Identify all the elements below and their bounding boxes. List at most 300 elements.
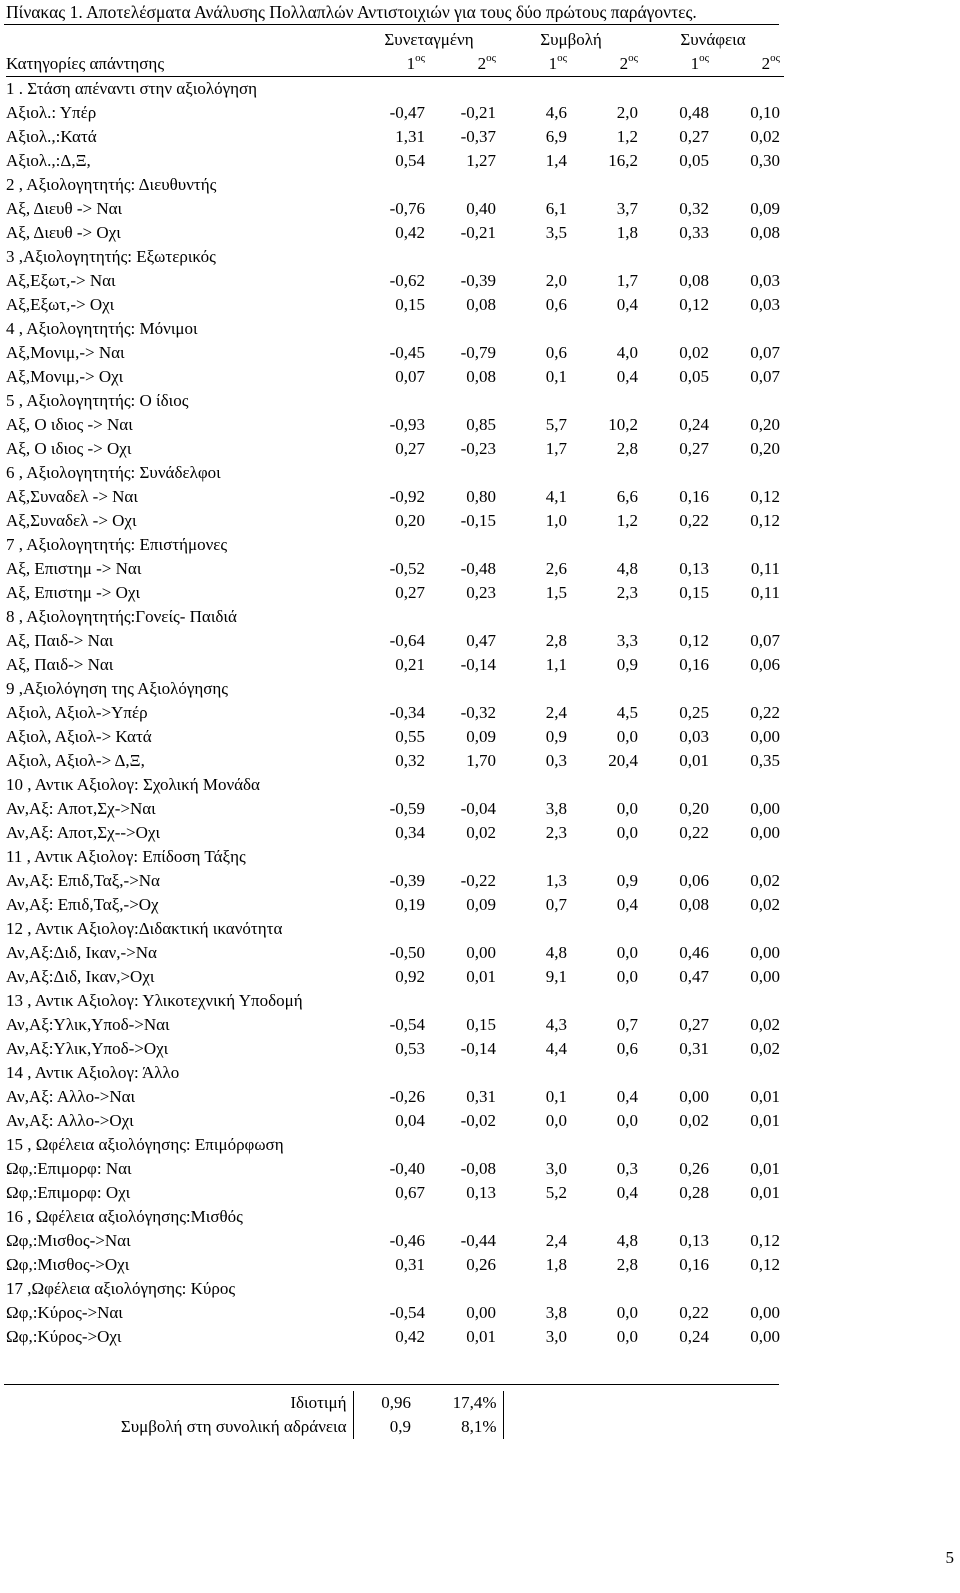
- table-cell: 0,01: [466, 967, 496, 986]
- table-cell: -0,64: [389, 631, 425, 650]
- category-label: Αξ, Ο ιδιος -> Ναι: [6, 415, 133, 434]
- table-cell: 0,02: [750, 1015, 780, 1034]
- table-cell: 3,0: [545, 1159, 567, 1178]
- table-cell: 0,01: [750, 1159, 780, 1178]
- summary-row: [6, 1415, 503, 1439]
- table-cell: 0,02: [750, 127, 780, 146]
- table-cell: 2,6: [545, 559, 567, 578]
- category-label: Ωφ,:Μισθος->Οχι: [6, 1255, 130, 1274]
- category-label: Αξ, Επιστημ -> Οχι: [6, 583, 141, 602]
- section-label: 14 , Αντικ Αξιολογ: Άλλο: [6, 1063, 180, 1082]
- section-row: [6, 1277, 784, 1301]
- table-cell: 0,01: [750, 1111, 780, 1130]
- table-cell: 0,01: [466, 1327, 496, 1346]
- category-label: Αν,Αξ:Υλικ,Υποδ->Οχι: [6, 1039, 169, 1058]
- table-cell: 0,3: [616, 1159, 638, 1178]
- table-row: [6, 101, 784, 125]
- table-cell: 0,0: [545, 1111, 567, 1130]
- table-row: [6, 1301, 784, 1325]
- table-cell: 0,09: [466, 895, 496, 914]
- table-cell: 0,00: [750, 727, 780, 746]
- table-row: [6, 629, 784, 653]
- table-cell: -0,50: [389, 943, 425, 962]
- table-cell: 1,31: [395, 127, 425, 146]
- table-cell: 0,0: [616, 943, 638, 962]
- table-cell: -0,22: [460, 871, 496, 890]
- section-label: 8 , Αξιολογητητής:Γονείς- Παιδιά: [6, 607, 237, 626]
- table-cell: 0,6: [545, 295, 567, 314]
- table-cell: 0,06: [750, 655, 780, 674]
- table-cell: 0,47: [466, 631, 496, 650]
- table-cell: 0,12: [679, 631, 709, 650]
- table-cell: 0,85: [466, 415, 496, 434]
- table-cell: 6,6: [616, 487, 638, 506]
- table-cell: 4,3: [545, 1015, 567, 1034]
- table-cell: 0,07: [750, 631, 780, 650]
- table-cell: -0,45: [389, 343, 425, 362]
- table-row: [6, 413, 784, 437]
- section-row: [6, 317, 784, 341]
- table-cell: -0,15: [460, 511, 496, 530]
- table-cell: 0,27: [395, 583, 425, 602]
- table-row: [6, 653, 784, 677]
- table-cell: -0,26: [389, 1087, 425, 1106]
- table-cell: 4,0: [616, 343, 638, 362]
- category-label: Ωφ,:Κύρος->Οχι: [6, 1327, 122, 1346]
- section-row: [6, 1205, 784, 1229]
- table-row: [6, 893, 784, 917]
- summary-label: Συμβολή στη συνολική αδράνεια: [6, 1415, 353, 1439]
- table-row: [6, 701, 784, 725]
- table-cell: 0,00: [750, 943, 780, 962]
- table-cell: 0,11: [750, 583, 780, 602]
- table-cell: 0,02: [750, 895, 780, 914]
- table-cell: -0,14: [460, 655, 496, 674]
- table-cell: 5,7: [545, 415, 567, 434]
- category-label: Αξ, Ο ιδιος -> Οχι: [6, 439, 132, 458]
- table-cell: 0,08: [466, 367, 496, 386]
- section-label: 6 , Αξιολογητητής: Συνάδελφοι: [6, 463, 221, 482]
- table-cell: 0,31: [466, 1087, 496, 1106]
- table-cell: 2,0: [545, 271, 567, 290]
- category-label: Αν,Αξ: Αποτ,Σχ-->Οχι: [6, 823, 161, 842]
- table-cell: 0,04: [395, 1111, 425, 1130]
- table-cell: 0,01: [679, 751, 709, 770]
- table-cell: 0,15: [466, 1015, 496, 1034]
- table-cell: 0,46: [679, 943, 709, 962]
- table-cell: 0,10: [750, 103, 780, 122]
- table-cell: -0,93: [389, 415, 425, 434]
- table-cell: 0,7: [545, 895, 567, 914]
- table-cell: 0,24: [679, 1327, 709, 1346]
- table-cell: 0,92: [395, 967, 425, 986]
- table-row: [6, 581, 784, 605]
- table-cell: 1,4: [545, 151, 567, 170]
- table-cell: 0,34: [395, 823, 425, 842]
- table-cell: 0,08: [679, 895, 709, 914]
- table-cell: 0,27: [679, 1015, 709, 1034]
- table-cell: 0,28: [679, 1183, 709, 1202]
- table-row: [6, 941, 784, 965]
- summary-value: 0,9: [389, 1417, 411, 1436]
- table-cell: 2,0: [616, 103, 638, 122]
- section-row: [6, 1133, 784, 1157]
- table-cell: 0,13: [679, 559, 709, 578]
- table-cell: 0,13: [466, 1183, 496, 1202]
- table-cell: 4,8: [616, 559, 638, 578]
- table-cell: -0,34: [389, 703, 425, 722]
- table-row: [6, 221, 784, 245]
- table-cell: 0,26: [466, 1255, 496, 1274]
- table-cell: 2,4: [545, 1231, 567, 1250]
- table-row: [6, 149, 784, 173]
- table-cell: 0,35: [750, 751, 780, 770]
- table-row: [6, 437, 784, 461]
- table-row: [6, 797, 784, 821]
- table-row: [6, 365, 784, 389]
- table-cell: -0,76: [389, 199, 425, 218]
- table-cell: 0,22: [679, 1303, 709, 1322]
- table-cell: 0,07: [395, 367, 425, 386]
- table-cell: 0,31: [395, 1255, 425, 1274]
- table-row: [6, 1229, 784, 1253]
- table-cell: 1,70: [466, 751, 496, 770]
- factor-header: $1^{o\varsigma}$: [642, 52, 713, 77]
- table-cell: 0,00: [466, 1303, 496, 1322]
- category-label: Αξ, Παιδ-> Ναι: [6, 631, 114, 650]
- table-cell: 1,3: [545, 871, 567, 890]
- row-label-header: Κατηγορίες απάντησης: [6, 52, 358, 77]
- category-label: Αν,Αξ:Υλικ,Υποδ->Ναι: [6, 1015, 170, 1034]
- category-label: Αν,Αξ:Διδ, Ικαν,>Οχι: [6, 967, 155, 986]
- table-cell: -0,39: [389, 871, 425, 890]
- table-cell: 0,40: [466, 199, 496, 218]
- table-cell: 0,9: [545, 727, 567, 746]
- section-label: 13 , Αντικ Αξιολογ: Υλικοτεχνική Υποδομή: [6, 991, 303, 1010]
- category-label: Αξιολ.,:Κατά: [6, 127, 97, 146]
- table-cell: 3,8: [545, 799, 567, 818]
- category-label: Ωφ,:Επιμορφ: Οχι: [6, 1183, 131, 1202]
- table-row: [6, 197, 784, 221]
- table-cell: 0,55: [395, 727, 425, 746]
- category-label: Αξιολ.,:Δ,Ξ,: [6, 151, 91, 170]
- table-cell: 0,20: [395, 511, 425, 530]
- table-cell: 0,00: [466, 943, 496, 962]
- table-cell: 1,2: [616, 511, 638, 530]
- table-cell: 4,8: [616, 1231, 638, 1250]
- table-cell: 0,07: [750, 367, 780, 386]
- section-label: 5 , Αξιολογητητής: Ο ίδιος: [6, 391, 189, 410]
- table-cell: 5,2: [545, 1183, 567, 1202]
- table-cell: 0,12: [750, 487, 780, 506]
- table-cell: 0,00: [750, 823, 780, 842]
- table-cell: 0,0: [616, 1303, 638, 1322]
- table-cell: 0,07: [750, 343, 780, 362]
- table-cell: 4,8: [545, 943, 567, 962]
- section-row: [6, 677, 784, 701]
- section-row: [6, 773, 784, 797]
- table-cell: 0,42: [395, 223, 425, 242]
- table-cell: 0,21: [395, 655, 425, 674]
- table-cell: 0,00: [750, 1327, 780, 1346]
- table-cell: -0,47: [389, 103, 425, 122]
- table-cell: 0,54: [395, 151, 425, 170]
- category-label: Αν,Αξ:Διδ, Ικαν,->Να: [6, 943, 157, 962]
- section-label: 12 , Αντικ Αξιολογ:Διδακτική ικανότητα: [6, 919, 283, 938]
- table-caption: Πίνακας 1. Αποτελέσματα Ανάλυσης Πολλαπλών Αντιστοιχιών για τους δύο πρώτους παράγοντες.: [6, 2, 697, 22]
- table-cell: 4,5: [616, 703, 638, 722]
- category-label: Αξ,Εξωτ,-> Οχι: [6, 295, 115, 314]
- table-cell: 0,08: [679, 271, 709, 290]
- table-cell: 0,16: [679, 655, 709, 674]
- section-row: [6, 77, 784, 102]
- table-cell: 0,02: [750, 1039, 780, 1058]
- table-cell: 0,20: [679, 799, 709, 818]
- table-cell: 0,9: [616, 871, 638, 890]
- category-label: Αξ, Διευθ -> Ναι: [6, 199, 123, 218]
- table-cell: -0,46: [389, 1231, 425, 1250]
- table-cell: 2,3: [616, 583, 638, 602]
- category-label: Αξ,Εξωτ,-> Ναι: [6, 271, 116, 290]
- table-cell: 0,27: [679, 439, 709, 458]
- table-cell: 4,4: [545, 1039, 567, 1058]
- section-label: 1 . Στάση απέναντι στην αξιολόγηση: [6, 79, 258, 98]
- factor-header-row: [6, 52, 784, 77]
- results-table: [6, 28, 784, 1349]
- table-cell: 0,02: [679, 1111, 709, 1130]
- table-row: [6, 1253, 784, 1277]
- table-body: [6, 77, 784, 1350]
- table-cell: 0,32: [395, 751, 425, 770]
- category-label: Αξ,Συναδελ -> Οχι: [6, 511, 137, 530]
- table-cell: 0,25: [679, 703, 709, 722]
- category-label: Αν,Αξ: Αλλο->Οχι: [6, 1111, 134, 1130]
- table-cell: 3,3: [616, 631, 638, 650]
- category-label: Ωφ,:Μισθος->Ναι: [6, 1231, 131, 1250]
- table-cell: 0,16: [679, 1255, 709, 1274]
- table-cell: 3,5: [545, 223, 567, 242]
- table-cell: 0,01: [750, 1087, 780, 1106]
- table-cell: 0,67: [395, 1183, 425, 1202]
- group-header-contribution: Συμβολή: [540, 30, 602, 49]
- table-cell: 0,12: [679, 295, 709, 314]
- table-cell: 16,2: [608, 151, 638, 170]
- table-row: [6, 269, 784, 293]
- section-row: [6, 461, 784, 485]
- column-group-header-row: [6, 28, 784, 52]
- table-cell: 0,12: [750, 1231, 780, 1250]
- category-label: Ωφ,:Επιμορφ: Ναι: [6, 1159, 132, 1178]
- table-cell: 0,48: [679, 103, 709, 122]
- section-row: [6, 533, 784, 557]
- table-end-rule: [4, 1384, 779, 1385]
- table-row: [6, 1013, 784, 1037]
- table-cell: 1,7: [545, 439, 567, 458]
- table-cell: 0,1: [545, 1087, 567, 1106]
- category-label: Αξ, Επιστημ -> Ναι: [6, 559, 142, 578]
- category-label: Αξ, Διευθ -> Οχι: [6, 223, 121, 242]
- table-cell: -0,44: [460, 1231, 496, 1250]
- table-cell: 0,0: [616, 1111, 638, 1130]
- category-label: Αξιολ.: Υπέρ: [6, 103, 97, 122]
- table-row: [6, 1085, 784, 1109]
- table-cell: 0,53: [395, 1039, 425, 1058]
- table-row: [6, 557, 784, 581]
- table-cell: 0,01: [750, 1183, 780, 1202]
- table-cell: 2,8: [616, 439, 638, 458]
- table-cell: 0,4: [616, 895, 638, 914]
- table-row: [6, 485, 784, 509]
- table-cell: 0,08: [466, 295, 496, 314]
- table-cell: 1,8: [545, 1255, 567, 1274]
- table-cell: 0,11: [750, 559, 780, 578]
- table-cell: 0,13: [679, 1231, 709, 1250]
- table-cell: -0,48: [460, 559, 496, 578]
- table-cell: 0,20: [750, 415, 780, 434]
- summary-row: [6, 1391, 503, 1415]
- table-cell: 0,02: [750, 871, 780, 890]
- table-row: [6, 293, 784, 317]
- table-cell: -0,14: [460, 1039, 496, 1058]
- table-cell: 0,7: [616, 1015, 638, 1034]
- table-cell: -0,04: [460, 799, 496, 818]
- table-cell: 4,1: [545, 487, 567, 506]
- table-cell: -0,32: [460, 703, 496, 722]
- table-cell: 0,4: [616, 367, 638, 386]
- table-cell: 0,05: [679, 367, 709, 386]
- section-label: 4 , Αξιολογητητής: Μόνιμοι: [6, 319, 198, 338]
- section-label: 15 , Ωφέλεια αξιολόγησης: Επιμόρφωση: [6, 1135, 284, 1154]
- table-row: [6, 341, 784, 365]
- table-cell: 9,1: [545, 967, 567, 986]
- table-cell: 0,15: [395, 295, 425, 314]
- table-cell: 0,06: [679, 871, 709, 890]
- table-cell: 0,26: [679, 1159, 709, 1178]
- table-cell: -0,52: [389, 559, 425, 578]
- category-label: Αν,Αξ: Επιδ,Ταξ,->Να: [6, 871, 160, 890]
- table-cell: -0,62: [389, 271, 425, 290]
- table-cell: 0,24: [679, 415, 709, 434]
- table-cell: 0,16: [679, 487, 709, 506]
- factor-header: $2^{o\varsigma}$: [713, 52, 784, 77]
- category-label: Αξ,Συναδελ -> Ναι: [6, 487, 138, 506]
- category-label: Αξιολ, Αξιολ->Υπέρ: [6, 703, 148, 722]
- section-label: 16 , Ωφέλεια αξιολόγησης:Μισθός: [6, 1207, 243, 1226]
- table-cell: 0,12: [750, 1255, 780, 1274]
- table-cell: -0,37: [460, 127, 496, 146]
- table-cell: 2,8: [616, 1255, 638, 1274]
- table-cell: -0,79: [460, 343, 496, 362]
- factor-header: $1^{o\varsigma}$: [500, 52, 571, 77]
- table-cell: 0,27: [395, 439, 425, 458]
- summary-percent: 17,4%: [413, 1391, 503, 1415]
- table-cell: 0,4: [616, 1087, 638, 1106]
- table-cell: 0,00: [750, 799, 780, 818]
- table-cell: 1,0: [545, 511, 567, 530]
- table-cell: -0,39: [460, 271, 496, 290]
- table-cell: 0,22: [750, 703, 780, 722]
- table-row: [6, 965, 784, 989]
- section-label: 7 , Αξιολογητητής: Επιστήμονες: [6, 535, 228, 554]
- summary-value: 0,96: [381, 1393, 411, 1412]
- category-label: Αξιολ, Αξιολ-> Κατά: [6, 727, 152, 746]
- table-row: [6, 1181, 784, 1205]
- table-cell: 0,42: [395, 1327, 425, 1346]
- table-row: [6, 869, 784, 893]
- table-row: [6, 1037, 784, 1061]
- table-cell: 0,1: [545, 367, 567, 386]
- table-cell: 0,22: [679, 823, 709, 842]
- table-cell: 20,4: [608, 751, 638, 770]
- table-cell: 0,09: [466, 727, 496, 746]
- table-cell: 0,32: [679, 199, 709, 218]
- section-row: [6, 605, 784, 629]
- table-cell: 1,2: [616, 127, 638, 146]
- table-cell: -0,21: [460, 223, 496, 242]
- section-label: 17 ,Ωφέλεια αξιολόγησης: Κύρος: [6, 1279, 236, 1298]
- table-row: [6, 749, 784, 773]
- group-header-coordinate: Συνεταγμένη: [384, 30, 474, 49]
- factor-header: $2^{o\varsigma}$: [429, 52, 500, 77]
- table-cell: 0,12: [750, 511, 780, 530]
- table-cell: 0,47: [679, 967, 709, 986]
- table-cell: 0,09: [750, 199, 780, 218]
- category-label: Αξ,Μονιμ,-> Ναι: [6, 343, 125, 362]
- section-row: [6, 845, 784, 869]
- table-cell: 0,20: [750, 439, 780, 458]
- table-cell: 1,5: [545, 583, 567, 602]
- table-cell: 0,6: [616, 1039, 638, 1058]
- table-cell: 0,03: [750, 271, 780, 290]
- table-cell: 0,23: [466, 583, 496, 602]
- caption-rule: [4, 24, 779, 25]
- table-row: [6, 1157, 784, 1181]
- table-cell: -0,23: [460, 439, 496, 458]
- table-cell: 1,27: [466, 151, 496, 170]
- table-cell: 3,0: [545, 1327, 567, 1346]
- table-cell: 0,9: [616, 655, 638, 674]
- table-cell: 0,00: [750, 1303, 780, 1322]
- table-row: [6, 725, 784, 749]
- table-cell: 0,00: [750, 967, 780, 986]
- factor-header: $1^{o\varsigma}$: [358, 52, 429, 77]
- section-label: 2 , Αξιολογητητής: Διευθυντής: [6, 175, 217, 194]
- table-cell: 0,03: [679, 727, 709, 746]
- table-cell: 0,19: [395, 895, 425, 914]
- table-row: [6, 821, 784, 845]
- table-cell: 0,03: [750, 295, 780, 314]
- table-cell: 1,8: [616, 223, 638, 242]
- category-label: Αν,Αξ: Αλλο->Ναι: [6, 1087, 136, 1106]
- table-row: [6, 1325, 784, 1349]
- group-header-correlation: Συνάφεια: [680, 30, 746, 49]
- table-cell: 0,80: [466, 487, 496, 506]
- table-cell: 0,4: [616, 1183, 638, 1202]
- section-label: 11 , Αντικ Αξιολογ: Επίδοση Τάξης: [6, 847, 246, 866]
- table-cell: 3,8: [545, 1303, 567, 1322]
- section-row: [6, 917, 784, 941]
- section-row: [6, 1061, 784, 1085]
- factor-header: $2^{o\varsigma}$: [571, 52, 642, 77]
- table-row: [6, 1109, 784, 1133]
- table-cell: -0,08: [460, 1159, 496, 1178]
- table-cell: 1,7: [616, 271, 638, 290]
- table-cell: 6,1: [545, 199, 567, 218]
- table-cell: 2,4: [545, 703, 567, 722]
- page-number: 5: [945, 1548, 954, 1567]
- section-label: 3 ,Αξιολογητητής: Εξωτερικός: [6, 247, 216, 266]
- category-label: Αν,Αξ: Επιδ,Ταξ,->Οχ: [6, 895, 159, 914]
